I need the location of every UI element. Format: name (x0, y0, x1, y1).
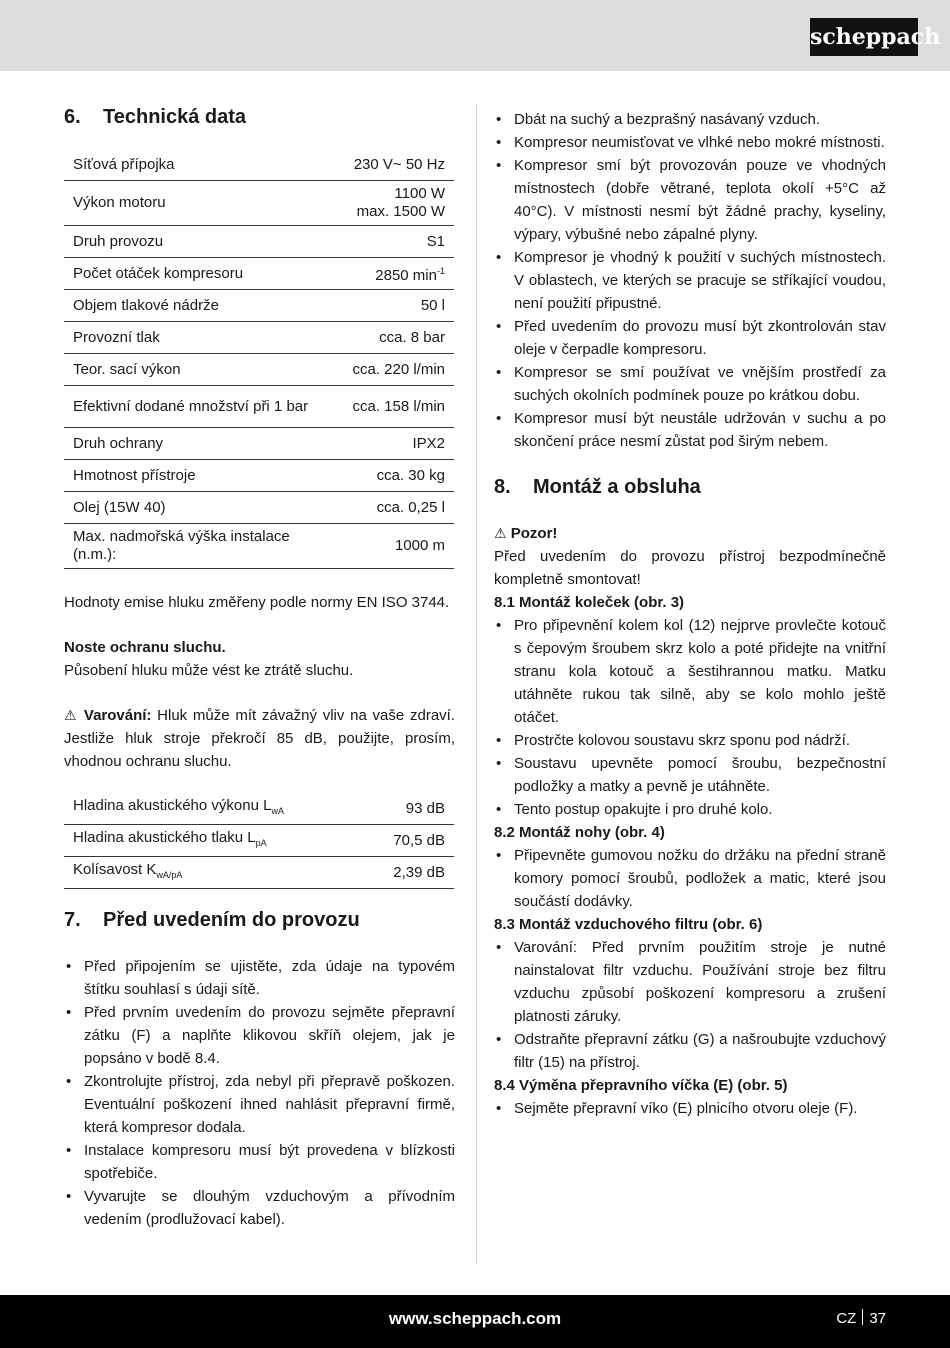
before-operation-list (64, 955, 455, 1231)
section-number: 6. (64, 106, 81, 128)
table-row (64, 386, 454, 428)
spec-label: Objem tlakové nádrže (64, 290, 343, 322)
table-row (64, 181, 454, 226)
section-6-heading (64, 104, 455, 130)
list-item: • Kompresor se smí používat ve vnějším prostředí za suchých okolních podmínek pouze po krátkou dobu. (494, 361, 886, 407)
section-8-heading (494, 474, 886, 500)
spec-label: Síťová přípojka (64, 149, 343, 181)
table-row (64, 290, 454, 322)
table-row (64, 460, 454, 492)
column-divider (476, 104, 477, 1264)
noise-label-sub: pA (255, 838, 267, 848)
list-item: • Pro připevnění kolem kol (12) nejprve provlečte kotouč s čepovým šroubem skrz kolo a poté přidejte na vnitřní stranu kola kotouč a šestihrannou matku. Matku utáhněte rukou tak silně, aby se kolo mohlo ještě otáčet. (494, 614, 886, 729)
list-item: • Dbát na suchý a bezprašný nasávaný vzduch. (494, 108, 886, 131)
hearing-protection-text: Působení hluku může vést ke ztrátě sluchu. (64, 662, 354, 679)
noise-values-table (64, 793, 454, 889)
spec-label: Druh provozu (64, 226, 343, 258)
spec-label: Olej (15W 40) (64, 492, 343, 524)
noise-value: 93 dB (363, 793, 454, 825)
subsection-8-3-title: 8.3 Montáž vzduchového filtru (obr. 6) (494, 916, 763, 933)
spec-value-line: max. 1500 W (356, 203, 445, 220)
list-item: • Instalace kompresoru musí být provedena v blízkosti spotřebiče. (64, 1139, 455, 1185)
subsection-8-2-title: 8.2 Montáž nohy (obr. 4) (494, 824, 665, 841)
noise-label (64, 857, 363, 889)
noise-value: 70,5 dB (363, 825, 454, 857)
noise-label (64, 793, 363, 825)
spec-label: Teor. sací výkon (64, 354, 343, 386)
scheppach-logo: scheppach (810, 18, 918, 56)
table-row (64, 793, 454, 825)
warning-triangle-icon: ⚠ (494, 525, 507, 541)
before-operation-list-continued (494, 108, 886, 453)
list-item: • Kompresor smí být provozován pouze ve vhodných místnostech (dobře větrané, teplota okolí +5°C až 40°C). V místnosti nesmí být žádné prachy, kyseliny, výpary, výbušné nebo zápalné plyny. (494, 154, 886, 246)
section-title: Technická data (103, 106, 247, 128)
spec-value-main: 2850 min (375, 267, 437, 284)
foot-mounting-list (494, 844, 886, 913)
list-item: • Připevněte gumovou nožku do držáku na přední straně komory pomocí šroubů, podložek a matic, které jsou součástí dodávky. (494, 844, 886, 913)
noise-label-text: Kolísavost K (73, 861, 157, 878)
page-indicator (836, 1295, 886, 1343)
website-link[interactable]: www.scheppach.com (388, 1309, 562, 1328)
list-item: • Sejměte přepravní víko (E) plnicího otvoru oleje (F). (494, 1097, 886, 1120)
warning-triangle-icon: ⚠ (64, 707, 79, 723)
page-number: 37 (869, 1310, 886, 1327)
caution-text: Před uvedením do provozu přístroj bezpodmínečně kompletně smontovat! (494, 548, 886, 588)
section-title: Montáž a obsluha (533, 476, 701, 498)
table-row (64, 258, 454, 290)
spec-label: Efektivní dodané množství při 1 bar (64, 386, 343, 428)
spec-value: cca. 8 bar (343, 322, 454, 354)
wheel-mounting-list (494, 614, 886, 821)
noise-label-text: Hladina akustického výkonu L (73, 797, 272, 814)
list-item: • Varování: Před prvním použitím stroje je nutné nainstalovat filtr vzduchu. Používání stroje bez filtru vzduchu způsobí poškození kompresoru a zrušení platnosti záruky. (494, 936, 886, 1028)
hearing-protection-title: Noste ochranu sluchu. (64, 639, 226, 656)
table-row (64, 524, 454, 569)
spec-value: cca. 0,25 l (343, 492, 454, 524)
table-row (64, 428, 454, 460)
spec-value: cca. 158 l/min (343, 386, 454, 428)
noise-label-sub: wA (271, 806, 284, 816)
spec-value-sup: -1 (436, 266, 445, 276)
noise-label-sub: wA/pA (156, 870, 183, 880)
language-code: CZ (836, 1310, 857, 1327)
list-item: • Před uvedením do provozu musí být zkontrolován stav oleje v čerpadle kompresoru. (494, 315, 886, 361)
list-item: • Vyvarujte se dlouhým vzduchovým a přívodním vedením (prodlužovací kabel). (64, 1185, 455, 1231)
list-item: • Soustavu upevněte pomocí šroubu, bezpečnostní podložky a matky a pevně je utáhněte. (494, 752, 886, 798)
spec-value: 50 l (343, 290, 454, 322)
noise-warning (64, 704, 455, 773)
warning-text: Hluk může mít závažný vliv na vaše zdraví. Jestliže hluk stroje překročí 85 dB, použijte, prosím, vhodnou ochranu sluchu. (64, 707, 455, 770)
spec-label: Provozní tlak (64, 322, 343, 354)
section-title: Před uvedením do provozu (103, 909, 360, 931)
spec-value: S1 (343, 226, 454, 258)
spec-value: IPX2 (343, 428, 454, 460)
list-item: • Tento postup opakujte i pro druhé kolo. (494, 798, 886, 821)
section-7-heading (64, 907, 455, 933)
spec-label: Druh ochrany (64, 428, 343, 460)
table-row (64, 322, 454, 354)
list-item: • Zkontrolujte přístroj, zda nebyl při přepravě poškozen. Eventuální poškození ihned nahlásit přepravní firmě, která kompresor dodala. (64, 1070, 455, 1139)
transport-cap-list (494, 1097, 886, 1120)
caution-heading (494, 522, 886, 545)
list-item: • Kompresor neumisťovat ve vlhké nebo mokré místnosti. (494, 131, 886, 154)
spec-value: cca. 30 kg (343, 460, 454, 492)
separator (862, 1309, 863, 1325)
spec-value: 1000 m (343, 524, 454, 569)
spec-label: Počet otáček kompresoru (64, 258, 343, 290)
noise-label (64, 825, 363, 857)
spec-value: cca. 220 l/min (343, 354, 454, 386)
noise-measurement-note: Hodnoty emise hluku změřeny podle normy EN ISO 3744. (64, 594, 450, 611)
spec-value: 230 V~ 50 Hz (343, 149, 454, 181)
spec-label: Hmotnost přístroje (64, 460, 343, 492)
subsection-8-1-title: 8.1 Montáž koleček (obr. 3) (494, 594, 685, 611)
table-row (64, 492, 454, 524)
air-filter-list (494, 936, 886, 1074)
spec-value (343, 181, 454, 226)
spec-label: Výkon motoru (64, 181, 343, 226)
list-item: • Kompresor je vhodný k použití v suchých místnostech. V oblastech, ve kterých se pracuje se stříkající voudou, není použití připustné. (494, 246, 886, 315)
noise-label-text: Hladina akustického tlaku L (73, 829, 256, 846)
right-column (494, 108, 886, 1120)
left-column (64, 104, 455, 1231)
table-row (64, 354, 454, 386)
table-row (64, 149, 454, 181)
section-number: 8. (494, 476, 511, 498)
subsection-8-4-title: 8.4 Výměna přepravního víčka (E) (obr. 5) (494, 1077, 788, 1094)
list-item: • Kompresor musí být neustále udržován v suchu a po skončení práce nesmí zůstat pod širým nebem. (494, 407, 886, 453)
technical-data-table (64, 149, 454, 569)
header-bar (0, 0, 950, 71)
spec-value-line: 1100 W (394, 185, 445, 202)
spec-value (343, 258, 454, 290)
list-item: • Před prvním uvedením do provozu sejměte přepravní zátku (F) a naplňte klikovou skříň olejem, jak je popsáno v bodě 8.4. (64, 1001, 455, 1070)
list-item: • Odstraňte přepravní zátku (G) a našroubujte vzduchový filtr (15) na přístroj. (494, 1028, 886, 1074)
table-row (64, 825, 454, 857)
list-item: • Před připojením se ujistěte, zda údaje na typovém štítku souhlasí s údaji sítě. (64, 955, 455, 1001)
table-row (64, 857, 454, 889)
noise-value: 2,39 dB (363, 857, 454, 889)
list-item: • Prostrčte kolovou soustavu skrz sponu pod nádrží. (494, 729, 886, 752)
footer-bar (0, 1295, 950, 1348)
caution-label: Pozor! (510, 525, 558, 542)
table-row (64, 226, 454, 258)
spec-label: Max. nadmořská výška instalace (n.m.): (64, 524, 343, 569)
warning-label: Varování: (83, 707, 152, 724)
section-number: 7. (64, 909, 81, 931)
